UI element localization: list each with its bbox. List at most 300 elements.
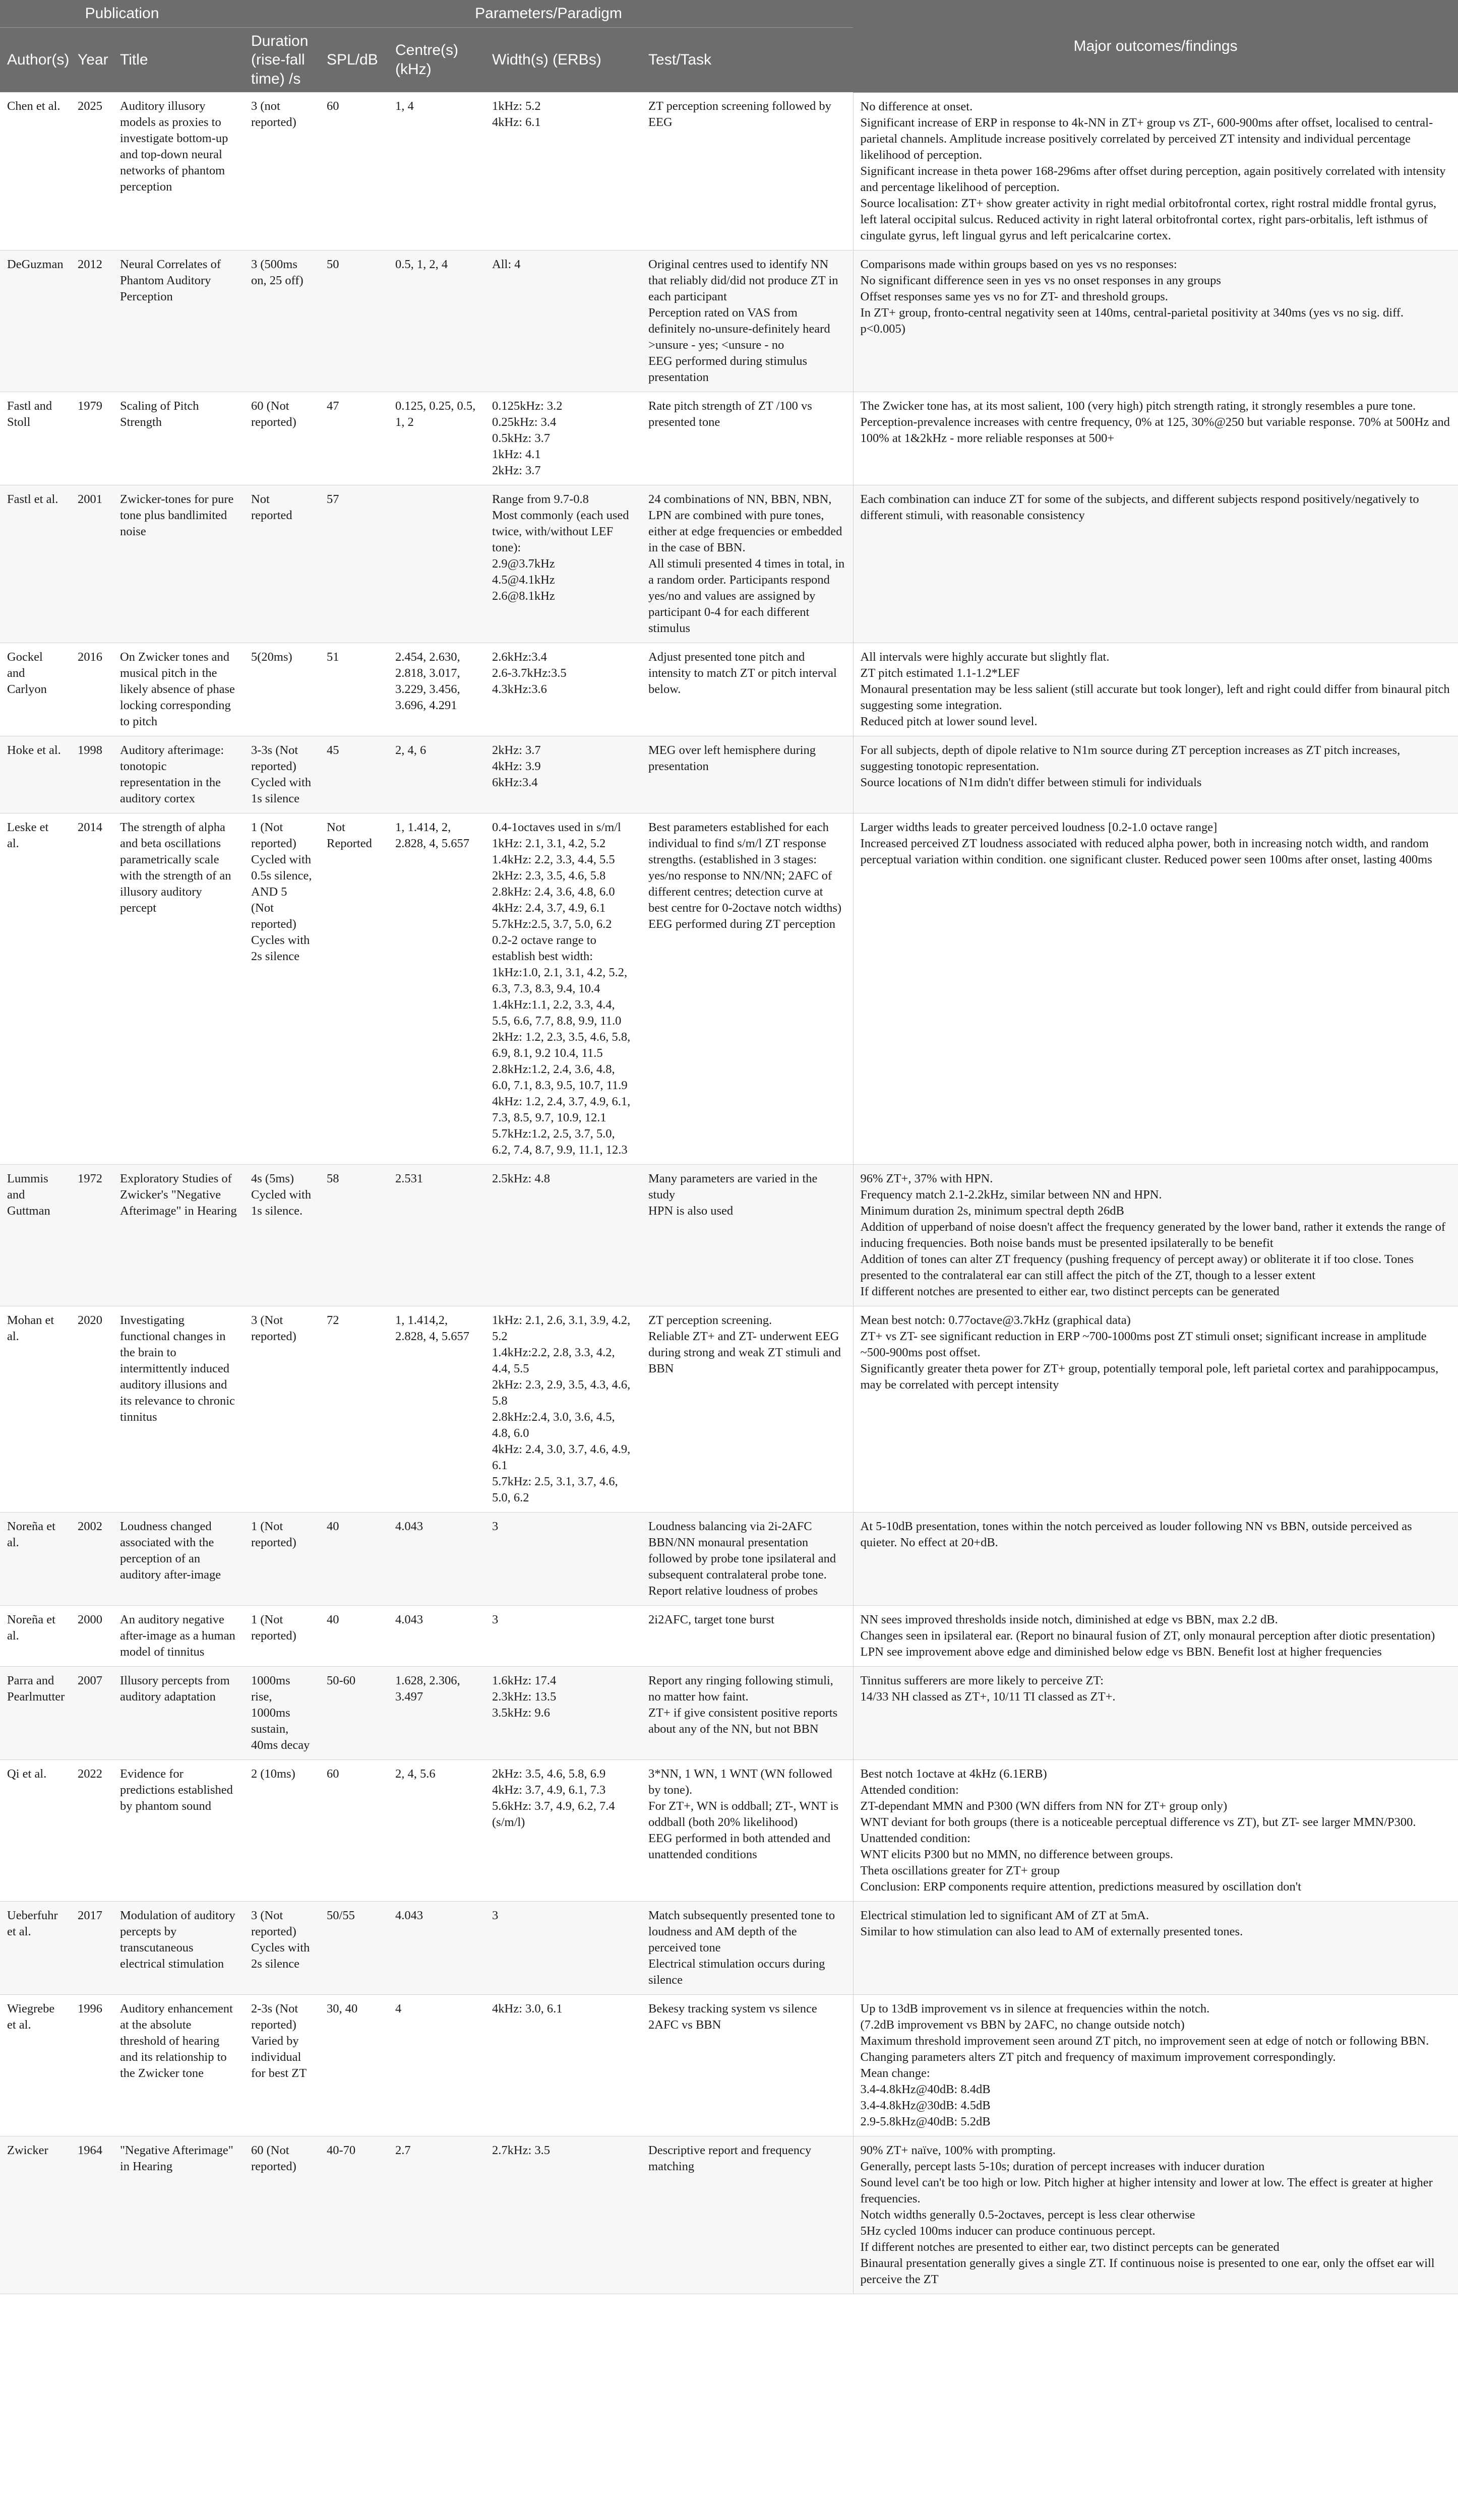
cell-outcomes-line: Generally, percept lasts 5-10s; duration of percept increases with inducer duration xyxy=(860,2159,1265,2173)
cell-test-line: Loudness balancing via 2i-2AFC BBN/NN monaural presentation followed by probe tone ipsilateral and subsequent contralateral probe tone. xyxy=(648,1519,836,1582)
cell-test-line: 2i2AFC, target tone burst xyxy=(648,1612,774,1626)
cell-widths xyxy=(485,1994,641,2136)
cell-test xyxy=(641,643,853,736)
cell-year: 1979 xyxy=(71,392,113,485)
cell-widths xyxy=(485,485,641,643)
cell-outcomes-line: Tinnitus sufferers are more likely to perceive ZT: xyxy=(860,1673,1104,1687)
cell-widths-line: 5.6kHz: 3.7, 4.9, 6.2, 7.4 xyxy=(492,1799,615,1813)
cell-outcomes-line: At 5-10dB presentation, tones within the notch perceived as louder following NN vs BBN, outside perceived as quieter. No effect at 20+dB. xyxy=(860,1519,1412,1549)
cell-widths-line: 2kHz: 2.3, 2.9, 3.5, 4.3, 4.6, 5.8 xyxy=(492,1377,631,1408)
cell-widths-line: Most commonly (each used twice, with/without LEF tone): xyxy=(492,508,629,554)
cell-widths xyxy=(485,1306,641,1512)
cell-widths xyxy=(485,1512,641,1605)
cell-widths-line: 2kHz: 3.7 xyxy=(492,743,541,757)
cell-year: 2025 xyxy=(71,92,113,250)
cell-title: Evidence for predictions established by phantom sound xyxy=(113,1759,244,1901)
cell-outcomes xyxy=(853,813,1458,1164)
cell-widths-line: 0.4-1octaves used in s/m/l xyxy=(492,820,621,834)
cell-widths-line: 0.25kHz: 3.4 xyxy=(492,415,557,429)
cell-authors: Fastl and Stoll xyxy=(0,392,71,485)
cell-centres: 2.7 xyxy=(388,2136,485,2294)
cell-duration: 1000ms rise, 1000ms sustain, 40ms decay xyxy=(244,1666,320,1759)
cell-spl: 50/55 xyxy=(320,1901,388,1994)
cell-outcomes-line: (7.2dB improvement vs BBN by 2AFC, no change outside notch) xyxy=(860,2018,1185,2032)
cell-widths-line: 2kHz: 3.7 xyxy=(492,463,541,477)
cell-test-line: ZT perception screening. xyxy=(648,1313,772,1327)
table-row xyxy=(0,1306,1458,1512)
cell-widths-line: 3 xyxy=(492,1519,499,1533)
cell-centres: 4.043 xyxy=(388,1605,485,1666)
cell-widths-line: 1kHz: 4.1 xyxy=(492,447,541,461)
cell-outcomes-line: Reduced pitch at lower sound level. xyxy=(860,714,1038,728)
cell-title: Neural Correlates of Phantom Auditory Perception xyxy=(113,250,244,392)
cell-test xyxy=(641,1901,853,1994)
cell-outcomes-line: Frequency match 2.1-2.2kHz, similar between NN and HPN. xyxy=(860,1187,1162,1202)
cell-widths-line: 3 xyxy=(492,1908,499,1922)
header-duration: Duration (rise-fall time) /s xyxy=(244,27,320,92)
cell-duration: 5(20ms) xyxy=(244,643,320,736)
cell-centres xyxy=(388,485,485,643)
cell-widths xyxy=(485,2136,641,2294)
cell-widths-line: Range from 9.7-0.8 xyxy=(492,492,589,506)
cell-outcomes-line: Similar to how stimulation can also lead to AM of externally presented tones. xyxy=(860,1924,1243,1938)
cell-spl: 60 xyxy=(320,92,388,250)
cell-year: 2020 xyxy=(71,1306,113,1512)
table-row xyxy=(0,1901,1458,1994)
cell-year: 2022 xyxy=(71,1759,113,1901)
cell-widths-line: 1kHz:1.0, 2.1, 3.1, 4.2, 5.2, 6.3, 7.3, 8.3, 9.4, 10.4 xyxy=(492,965,628,995)
cell-title: On Zwicker tones and musical pitch in the likely absence of phase locking corresponding to pitch xyxy=(113,643,244,736)
cell-spl: 57 xyxy=(320,485,388,643)
cell-title: "Negative Afterimage" in Hearing xyxy=(113,2136,244,2294)
header-spl: SPL/dB xyxy=(320,27,388,92)
cell-outcomes-line: ZT+ vs ZT- see significant reduction in ERP ~700-1000ms post ZT stimuli onset; significant increase in amplitude ~500-900ms post offset. xyxy=(860,1329,1427,1359)
cell-outcomes xyxy=(853,1164,1458,1306)
cell-outcomes-line: All intervals were highly accurate but slightly flat. xyxy=(860,650,1110,664)
table-row xyxy=(0,2136,1458,2294)
cell-outcomes-line: The Zwicker tone has, at its most salient, 100 (very high) pitch strength rating, it strongly resembles a pure tone. xyxy=(860,399,1416,413)
cell-outcomes-line: Notch widths generally 0.5-2octaves, percept is less clear otherwise xyxy=(860,2208,1195,2222)
cell-outcomes-line: Offset responses same yes vs no for ZT- and threshold groups. xyxy=(860,289,1168,303)
cell-outcomes-line: If different notches are presented to either ear, two distinct percepts can be generated xyxy=(860,2240,1280,2254)
cell-centres: 2, 4, 5.6 xyxy=(388,1759,485,1901)
cell-test xyxy=(641,392,853,485)
cell-centres: 4.043 xyxy=(388,1512,485,1605)
cell-test xyxy=(641,2136,853,2294)
cell-duration: 3-3s (Not reported) Cycled with 1s silence xyxy=(244,736,320,813)
cell-centres: 1, 4 xyxy=(388,92,485,250)
cell-outcomes-line: WNT elicits P300 but no MMN, no difference between groups. xyxy=(860,1847,1173,1861)
cell-spl: 50 xyxy=(320,250,388,392)
cell-title: Auditory enhancement at the absolute threshold of hearing and its relationship to the Zwicker tone xyxy=(113,1994,244,2136)
cell-widths-line: 4kHz: 2.4, 3.7, 4.9, 6.1 xyxy=(492,901,606,915)
cell-authors: Chen et al. xyxy=(0,92,71,250)
cell-widths-line: 4kHz: 6.1 xyxy=(492,115,541,129)
cell-spl: 72 xyxy=(320,1306,388,1512)
cell-widths xyxy=(485,392,641,485)
cell-title: Scaling of Pitch Strength xyxy=(113,392,244,485)
cell-outcomes-line: ZT-dependant MMN and P300 (WN differs from NN for ZT+ group only) xyxy=(860,1799,1228,1813)
cell-widths xyxy=(485,92,641,250)
cell-authors: Fastl et al. xyxy=(0,485,71,643)
table-row xyxy=(0,1605,1458,1666)
cell-centres: 1, 1.414, 2, 2.828, 4, 5.657 xyxy=(388,813,485,1164)
cell-widths xyxy=(485,250,641,392)
header-group-publication: Publication xyxy=(0,0,244,27)
cell-title: Auditory illusory models as proxies to investigate bottom-up and top-down neural networks of phantom perception xyxy=(113,92,244,250)
cell-widths-line: 4kHz: 3.9 xyxy=(492,759,541,773)
cell-test-line: Rate pitch strength of ZT /100 vs presented tone xyxy=(648,399,812,429)
cell-widths-line: All: 4 xyxy=(492,257,521,271)
table-row xyxy=(0,813,1458,1164)
cell-widths xyxy=(485,813,641,1164)
cell-test-line: Report any ringing following stimuli, no matter how faint. xyxy=(648,1673,833,1704)
cell-outcomes-line: Sound level can't be too high or low. Pitch higher at higher intensity and lower at low. The effect is greater at higher frequencies. xyxy=(860,2175,1433,2206)
cell-test-line: 24 combinations of NN, BBN, NBN, LPN are combined with pure tones, either at edge frequencies or embedded in the case of BBN. xyxy=(648,492,842,554)
cell-test-line: EEG performed in both attended and unattended conditions xyxy=(648,1831,831,1861)
cell-centres: 2.531 xyxy=(388,1164,485,1306)
cell-duration: 1 (Not reported) Cycled with 0.5s silence, AND 5 (Not reported) Cycles with 2s silence xyxy=(244,813,320,1164)
cell-authors: Leske et al. xyxy=(0,813,71,1164)
cell-widths-line: 2.8kHz:1.2, 2.4, 3.6, 4.8, 6.0, 7.1, 8.3, 9.5, 10.7, 11.9 xyxy=(492,1062,628,1092)
header-test: Test/Task xyxy=(641,27,853,92)
cell-outcomes xyxy=(853,250,1458,392)
cell-outcomes-line: Conclusion: ERP components require attention, predictions measured by oscillation don't xyxy=(860,1879,1302,1894)
cell-year: 2017 xyxy=(71,1901,113,1994)
table-row xyxy=(0,736,1458,813)
cell-title: Exploratory Studies of Zwicker's "Negative Afterimage" in Hearing xyxy=(113,1164,244,1306)
cell-test-line: Reliable ZT+ and ZT- underwent EEG during strong and weak ZT stimuli and BBN xyxy=(648,1329,841,1375)
cell-widths-line: 2.5kHz: 4.8 xyxy=(492,1171,551,1185)
table-row xyxy=(0,485,1458,643)
cell-duration: 4s (5ms) Cycled with 1s silence. xyxy=(244,1164,320,1306)
cell-outcomes-line: Source locations of N1m didn't differ between stimuli for individuals xyxy=(860,775,1202,789)
cell-widths-line: 1.6kHz: 17.4 xyxy=(492,1673,557,1687)
cell-authors: Parra and Pearlmutter xyxy=(0,1666,71,1759)
cell-test xyxy=(641,1512,853,1605)
cell-test-line: Match subsequently presented tone to loudness and AM depth of the perceived tone xyxy=(648,1908,835,1955)
cell-title: Illusory percepts from auditory adaptation xyxy=(113,1666,244,1759)
cell-test-line: EEG performed during stimulus presentation xyxy=(648,354,808,384)
header-centres: Centre(s) (kHz) xyxy=(388,27,485,92)
cell-authors: Mohan et al. xyxy=(0,1306,71,1512)
cell-outcomes-line: 90% ZT+ naïve, 100% with prompting. xyxy=(860,2143,1056,2157)
cell-spl: 58 xyxy=(320,1164,388,1306)
cell-widths-line: 0.2-2 octave range to establish best width: xyxy=(492,933,596,963)
cell-authors: Ueberfuhr et al. xyxy=(0,1901,71,1994)
table-body xyxy=(0,92,1458,2294)
cell-outcomes-line: If different notches are presented to either ear, two distinct percepts can be generated xyxy=(860,1284,1280,1298)
cell-year: 2007 xyxy=(71,1666,113,1759)
cell-outcomes-line: No difference at onset. xyxy=(860,99,973,113)
cell-duration: 3 (Not reported) xyxy=(244,1306,320,1512)
cell-test-line: Many parameters are varied in the study xyxy=(648,1171,818,1202)
cell-outcomes-line: Source localisation: ZT+ show greater activity in right medial orbitofrontal cortex, right rostral middle frontal gyrus, left lateral occipital sulcus. Reduced activity in right lateral orbitofrontal cortex, right pars-orbitalis, left isthmus of cingulate gyrus, left lingual gyrus and left pericalcarine cortex. xyxy=(860,196,1437,242)
cell-outcomes-line: Up to 13dB improvement vs in silence at frequencies within the notch. xyxy=(860,2001,1210,2015)
cell-widths xyxy=(485,1901,641,1994)
cell-spl: 40-70 xyxy=(320,2136,388,2294)
cell-centres: 4 xyxy=(388,1994,485,2136)
cell-test-line: ZT perception screening followed by EEG xyxy=(648,99,831,129)
cell-spl: 50-60 xyxy=(320,1666,388,1759)
cell-spl: 40 xyxy=(320,1605,388,1666)
cell-authors: Zwicker xyxy=(0,2136,71,2294)
cell-outcomes xyxy=(853,392,1458,485)
cell-outcomes-line: Mean change: xyxy=(860,2066,930,2080)
cell-duration: 60 (Not reported) xyxy=(244,392,320,485)
cell-outcomes-line: For all subjects, depth of dipole relative to N1m source during ZT perception increases as ZT pitch increases, suggesting tonotopic representation. xyxy=(860,743,1401,773)
cell-outcomes-line: WNT deviant for both groups (there is a noticeable perceptual difference vs ZT), but ZT- see larger MMN/P300. xyxy=(860,1815,1416,1829)
table-row xyxy=(0,1666,1458,1759)
cell-outcomes-line: In ZT+ group, fronto-central negativity seen at 140ms, central-parietal positivity at 340ms (yes vs no sig. diff. p<0.005) xyxy=(860,305,1404,336)
cell-outcomes-line: Significant increase in theta power 168-296ms after offset during perception, again positively correlated with intensity and percentage likelihood of perception. xyxy=(860,164,1446,194)
cell-spl: 47 xyxy=(320,392,388,485)
cell-outcomes-line: 14/33 NH classed as ZT+, 10/11 TI classed as ZT+. xyxy=(860,1689,1116,1704)
cell-authors: Noreña et al. xyxy=(0,1605,71,1666)
cell-test xyxy=(641,1759,853,1901)
cell-test-line: HPN is also used xyxy=(648,1204,734,1218)
cell-outcomes xyxy=(853,2136,1458,2294)
cell-widths-line: 2.8kHz: 2.4, 3.6, 4.8, 6.0 xyxy=(492,885,615,899)
cell-outcomes-line: 3.4-4.8kHz@30dB: 4.5dB xyxy=(860,2098,991,2112)
cell-title: Investigating functional changes in the brain to intermittently induced auditory illusions and its relevance to chronic tinnitus xyxy=(113,1306,244,1512)
cell-test xyxy=(641,1605,853,1666)
cell-outcomes xyxy=(853,643,1458,736)
cell-spl: 40 xyxy=(320,1512,388,1605)
cell-test xyxy=(641,736,853,813)
cell-widths-line: 2.9@3.7kHz xyxy=(492,556,555,571)
cell-centres: 2, 4, 6 xyxy=(388,736,485,813)
cell-widths-line: 1.4kHz:1.1, 2.2, 3.3, 4.4, 5.5, 6.6, 7.7, 8.8, 9.9, 11.0 xyxy=(492,997,622,1028)
cell-widths xyxy=(485,736,641,813)
cell-outcomes xyxy=(853,1666,1458,1759)
cell-widths-line: (s/m/l) xyxy=(492,1815,525,1829)
cell-widths-line: 4kHz: 1.2, 2.4, 3.7, 4.9, 6.1, 7.3, 8.5, 9.7, 10.9, 12.1 xyxy=(492,1094,631,1124)
cell-duration: Not reported xyxy=(244,485,320,643)
cell-centres: 2.454, 2.630, 2.818, 3.017, 3.229, 3.456, 3.696, 4.291 xyxy=(388,643,485,736)
cell-outcomes-line: 96% ZT+, 37% with HPN. xyxy=(860,1171,993,1185)
table-header xyxy=(0,0,1458,92)
cell-year: 1972 xyxy=(71,1164,113,1306)
cell-test-line: All stimuli presented 4 times in total, in a random order. Participants respond yes/no and values are assigned by participant 0-4 for each different stimulus xyxy=(648,556,845,635)
cell-centres: 4.043 xyxy=(388,1901,485,1994)
cell-outcomes xyxy=(853,1306,1458,1512)
cell-duration: 60 (Not reported) xyxy=(244,2136,320,2294)
cell-outcomes-line: Mean best notch: 0.77octave@3.7kHz (graphical data) xyxy=(860,1313,1131,1327)
cell-outcomes xyxy=(853,1605,1458,1666)
cell-authors: Noreña et al. xyxy=(0,1512,71,1605)
cell-outcomes-line: Maximum threshold improvement seen around ZT pitch, no improvement seen at edge of notch or following BBN. Changing parameters alters ZT pitch and frequency of maximum improvement correspondingly. xyxy=(860,2034,1429,2064)
cell-outcomes-line: Comparisons made within groups based on yes vs no responses: xyxy=(860,257,1177,271)
cell-test-line: Bekesy tracking system vs silence xyxy=(648,2001,817,2015)
cell-widths-line: 2.6@8.1kHz xyxy=(492,589,555,603)
cell-outcomes-line: No significant difference seen in yes vs no onset responses in any groups xyxy=(860,273,1221,287)
cell-widths-line: 5.7kHz: 2.5, 3.1, 3.7, 4.6, 5.0, 6.2 xyxy=(492,1474,618,1504)
cell-test xyxy=(641,250,853,392)
cell-outcomes xyxy=(853,1759,1458,1901)
cell-year: 2014 xyxy=(71,813,113,1164)
cell-year: 2016 xyxy=(71,643,113,736)
cell-widths-line: 3 xyxy=(492,1612,499,1626)
cell-authors: Gockel and Carlyon xyxy=(0,643,71,736)
cell-test xyxy=(641,1164,853,1306)
cell-widths-line: 2kHz: 1.2, 2.3, 3.5, 4.6, 5.8, 6.9, 8.1, 9.2 10.4, 11.5 xyxy=(492,1030,631,1060)
cell-outcomes-line: Addition of upperband of noise doesn't affect the frequency generated by the lower band, rather it extends the range of inducing frequencies. Both noise bands must be presented ipsilaterally to be benefit xyxy=(860,1220,1446,1250)
cell-outcomes xyxy=(853,92,1458,250)
cell-widths xyxy=(485,1605,641,1666)
header-widths: Width(s) (ERBs) xyxy=(485,27,641,92)
cell-widths xyxy=(485,1666,641,1759)
cell-widths-line: 6kHz:3.4 xyxy=(492,775,538,789)
cell-year: 2002 xyxy=(71,1512,113,1605)
cell-title: Auditory afterimage: tonotopic representation in the auditory cortex xyxy=(113,736,244,813)
cell-outcomes-line: Significant increase of ERP in response to 4k-NN in ZT+ group vs ZT-, 600-900ms after offset, localised to central-parietal channels. Amplitude increase positively correlated by perceived ZT intensity and individual percentage likelihood of perception. xyxy=(860,115,1433,162)
cell-duration: 3 (not reported) xyxy=(244,92,320,250)
cell-test xyxy=(641,1994,853,2136)
cell-test-line: 2AFC vs BBN xyxy=(648,2018,721,2032)
cell-widths-line: 3.5kHz: 9.6 xyxy=(492,1706,551,1720)
cell-widths-line: 1.4kHz:2.2, 2.8, 3.3, 4.2, 4.4, 5.5 xyxy=(492,1345,615,1375)
table-row xyxy=(0,1994,1458,2136)
cell-widths-line: 2.7kHz: 3.5 xyxy=(492,2143,551,2157)
cell-year: 1996 xyxy=(71,1994,113,2136)
cell-year: 1998 xyxy=(71,736,113,813)
cell-outcomes-line: Minimum duration 2s, minimum spectral depth 26dB xyxy=(860,1204,1124,1218)
cell-widths-line: 2.8kHz:2.4, 3.0, 3.6, 4.5, 4.8, 6.0 xyxy=(492,1410,615,1440)
cell-test-line: Original centres used to identify NN that reliably did/did not produce ZT in each participant xyxy=(648,257,838,303)
cell-outcomes-line: Perception-prevalence increases with centre frequency, 0% at 125, 30%@250 but variable response. 70% at 500Hz and 100% at 1&2kHz - more reliable responses at 500+ xyxy=(860,415,1450,445)
cell-widths xyxy=(485,1759,641,1901)
cell-widths-line: 1kHz: 2.1, 3.1, 4.2, 5.2 xyxy=(492,836,606,850)
cell-outcomes-line: 3.4-4.8kHz@40dB: 8.4dB xyxy=(860,2082,991,2096)
cell-widths-line: 2kHz: 3.5, 4.6, 5.8, 6.9 xyxy=(492,1767,606,1781)
cell-authors: DeGuzman xyxy=(0,250,71,392)
table-row xyxy=(0,1164,1458,1306)
cell-widths xyxy=(485,1164,641,1306)
cell-duration: 1 (Not reported) xyxy=(244,1512,320,1605)
cell-year: 2001 xyxy=(71,485,113,643)
cell-title: Zwicker-tones for pure tone plus bandlimited noise xyxy=(113,485,244,643)
cell-outcomes xyxy=(853,485,1458,643)
cell-test-line: 3*NN, 1 WN, 1 WNT (WN followed by tone). xyxy=(648,1767,832,1797)
header-title: Title xyxy=(113,27,244,92)
cell-spl: 45 xyxy=(320,736,388,813)
cell-authors: Qi et al. xyxy=(0,1759,71,1901)
cell-test xyxy=(641,485,853,643)
cell-outcomes-line: LPN see improvement above edge and diminished below edge vs BBN. Benefit lost at higher frequencies xyxy=(860,1645,1382,1659)
cell-widths-line: 5.7kHz:1.2, 2.5, 3.7, 5.0, 6.2, 7.4, 8.7, 9.9, 11.1, 12.3 xyxy=(492,1126,628,1157)
cell-outcomes-line: ZT pitch estimated 1.1-1.2*LEF xyxy=(860,666,1020,680)
cell-outcomes-line: NN sees improved thresholds inside notch, diminished at edge vs BBN, max 2.2 dB. xyxy=(860,1612,1278,1626)
cell-spl: 51 xyxy=(320,643,388,736)
table-row xyxy=(0,643,1458,736)
table-row xyxy=(0,1759,1458,1901)
cell-authors: Hoke et al. xyxy=(0,736,71,813)
cell-test-line: Descriptive report and frequency matching xyxy=(648,2143,812,2173)
cell-centres: 1.628, 2.306, 3.497 xyxy=(388,1666,485,1759)
cell-outcomes xyxy=(853,736,1458,813)
cell-year: 1964 xyxy=(71,2136,113,2294)
cell-outcomes-line: Best notch 1octave at 4kHz (6.1ERB) xyxy=(860,1767,1047,1781)
cell-test-line: Adjust presented tone pitch and intensity to match ZT or pitch interval below. xyxy=(648,650,837,696)
cell-title: Loudness changed associated with the perception of an auditory after-image xyxy=(113,1512,244,1605)
cell-spl: Not Reported xyxy=(320,813,388,1164)
cell-duration: 3 (500ms on, 25 off) xyxy=(244,250,320,392)
cell-title: The strength of alpha and beta oscillations parametrically scale with the strength of an illusory auditory percept xyxy=(113,813,244,1164)
table-row xyxy=(0,392,1458,485)
cell-widths-line: 1kHz: 5.2 xyxy=(492,99,541,113)
cell-centres: 0.5, 1, 2, 4 xyxy=(388,250,485,392)
cell-outcomes-line: Increased perceived ZT loudness associated with reduced alpha power, both in increasing notch width, and random perceptual variation within condition. one significant cluster. Reduced power seen 100ms after onset, lasting 400ms xyxy=(860,836,1432,866)
cell-test xyxy=(641,92,853,250)
table-row xyxy=(0,250,1458,392)
cell-outcomes-line: 2.9-5.8kHz@40dB: 5.2dB xyxy=(860,2114,991,2128)
cell-authors: Lummis and Guttman xyxy=(0,1164,71,1306)
cell-spl: 60 xyxy=(320,1759,388,1901)
header-group-outcomes: Major outcomes/findings xyxy=(853,0,1458,92)
cell-duration: 1 (Not reported) xyxy=(244,1605,320,1666)
cell-test xyxy=(641,1666,853,1759)
cell-widths-line: 4kHz: 2.4, 3.0, 3.7, 4.6, 4.9, 6.1 xyxy=(492,1442,631,1472)
cell-widths-line: 2.6kHz:3.4 xyxy=(492,650,547,664)
cell-test-line: Electrical stimulation occurs during silence xyxy=(648,1957,825,1987)
cell-test-line: MEG over left hemisphere during presentation xyxy=(648,743,816,773)
cell-outcomes-line: Significantly greater theta power for ZT+ group, potentially temporal pole, left parietal cortex and parahippocampus, may be correlated with percept intensity xyxy=(860,1361,1439,1392)
cell-test-line: Best parameters established for each individual to find s/m/l ZT response strengths. (established in 3 stages: yes/no response to NN/NN; 2AFC of different centres; detection curve at best centre for 0-2octave notch widths) xyxy=(648,820,842,915)
cell-outcomes-line: Unattended condition: xyxy=(860,1831,970,1845)
cell-widths-line: 5.7kHz:2.5, 3.7, 5.0, 6.2 xyxy=(492,917,612,931)
cell-widths-line: 2.3kHz: 13.5 xyxy=(492,1689,557,1704)
cell-title: An auditory negative after-image as a human model of tinnitus xyxy=(113,1605,244,1666)
cell-widths-line: 1.4kHz: 2.2, 3.3, 4.4, 5.5 xyxy=(492,852,615,866)
cell-outcomes xyxy=(853,1994,1458,2136)
cell-authors: Wiegrebe et al. xyxy=(0,1994,71,2136)
cell-outcomes-line: Changes seen in ipsilateral ear. (Report no binaural fusion of ZT, only monaural perception after diotic presentation) xyxy=(860,1628,1435,1643)
header-year: Year xyxy=(71,27,113,92)
cell-test-line: Perception rated on VAS from definitely no-unsure-definitely heard >unsure - yes; <unsure - no xyxy=(648,305,830,352)
cell-widths-line: 0.5kHz: 3.7 xyxy=(492,431,551,445)
cell-duration: 3 (Not reported) Cycles with 2s silence xyxy=(244,1901,320,1994)
cell-outcomes-line: Addition of tones can alter ZT frequency (pushing frequency of percept away) or obliterate it if too close. Tones presented to the contralateral ear can still affect the pitch of the ZT, though to a lesser extent xyxy=(860,1252,1414,1282)
cell-widths-line: 0.125kHz: 3.2 xyxy=(492,399,563,413)
cell-widths-line: 4kHz: 3.0, 6.1 xyxy=(492,2001,563,2015)
cell-widths-line: 4.3kHz:3.6 xyxy=(492,682,547,696)
cell-outcomes-line: Attended condition: xyxy=(860,1783,959,1797)
cell-widths-line: 4.5@4.1kHz xyxy=(492,573,555,587)
cell-test-line: For ZT+, WN is oddball; ZT-, WNT is oddball (both 20% likelihood) xyxy=(648,1799,839,1829)
cell-centres: 0.125, 0.25, 0.5, 1, 2 xyxy=(388,392,485,485)
cell-test xyxy=(641,1306,853,1512)
cell-widths-line: 1kHz: 2.1, 2.6, 3.1, 3.9, 4.2, 5.2 xyxy=(492,1313,631,1343)
cell-test-line: ZT+ if give consistent positive reports about any of the NN, but not BBN xyxy=(648,1706,838,1736)
cell-test xyxy=(641,813,853,1164)
cell-duration: 2 (10ms) xyxy=(244,1759,320,1901)
header-authors: Author(s) xyxy=(0,27,71,92)
cell-widths-line: 2.6-3.7kHz:3.5 xyxy=(492,666,567,680)
cell-widths-line: 4kHz: 3.7, 4.9, 6.1, 7.3 xyxy=(492,1783,606,1797)
cell-outcomes-line: Larger widths leads to greater perceived loudness [0.2-1.0 octave range] xyxy=(860,820,1218,834)
header-group-parameters: Parameters/Paradigm xyxy=(244,0,853,27)
cell-spl: 30, 40 xyxy=(320,1994,388,2136)
cell-centres: 1, 1.414,2, 2.828, 4, 5.657 xyxy=(388,1306,485,1512)
cell-widths xyxy=(485,643,641,736)
cell-test-line: EEG performed during ZT perception xyxy=(648,917,836,931)
cell-outcomes-line: Theta oscillations greater for ZT+ group xyxy=(860,1863,1060,1877)
cell-title: Modulation of auditory percepts by transcutaneous electrical stimulation xyxy=(113,1901,244,1994)
cell-duration: 2-3s (Not reported) Varied by individual for best ZT xyxy=(244,1994,320,2136)
cell-outcomes xyxy=(853,1512,1458,1605)
cell-outcomes-line: Each combination can induce ZT for some of the subjects, and different subjects respond positively/negatively to different stimuli, with reasonable consistency xyxy=(860,492,1419,522)
